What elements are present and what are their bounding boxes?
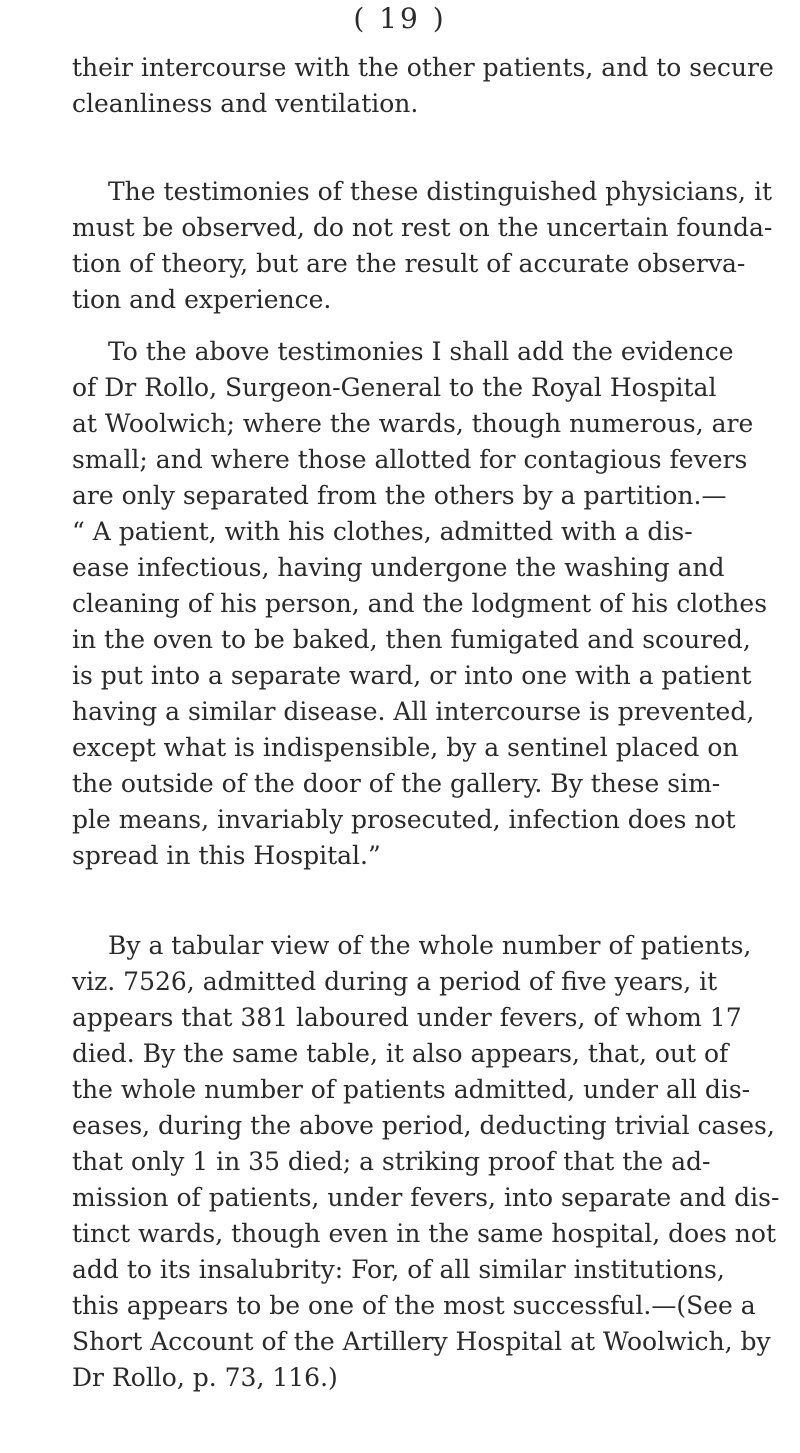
text-line: died. By the same table, it also appears, that, out of [72,1039,729,1068]
text-line: ease infectious, having undergone the washing and [72,553,725,582]
text-line: is put into a separate ward, or into one with a patient [72,661,752,690]
text-line: The testimonies of these distinguished physicians, it [108,177,772,206]
text-line: that only 1 in 35 died; a striking proof that the ad- [72,1147,711,1176]
text-line: this appears to be one of the most successful.—(See a [72,1291,756,1320]
text-line: of Dr Rollo, Surgeon-General to the Royal Hospital [72,373,717,402]
text-line: cleanliness and ventilation. [72,89,419,118]
paragraph-4 [72,928,780,1396]
text-line: “ A patient, with his clothes, admitted with a dis- [72,517,693,546]
text-line: ple means, invariably prosecuted, infection does not [72,805,736,834]
text-line: their intercourse with the other patients, and to secure [72,53,774,82]
paragraph-3 [72,334,780,874]
text-line: small; and where those allotted for contagious fevers [72,445,748,474]
text-line: cleaning of his person, and the lodgment of his clothes [72,589,768,618]
text-line: viz. 7526, admitted during a period of five years, it [72,967,718,996]
text-line: having a similar disease. All intercourse is prevented, [72,697,755,726]
text-line: add to its insalubrity: For, of all similar institutions, [72,1255,725,1284]
text-line: except what is indispensible, by a sentinel placed on [72,733,739,762]
page-number: ( 19 ) [353,2,447,35]
text-line: the whole number of patients admitted, under all dis- [72,1075,751,1104]
paragraph-2 [72,174,780,318]
text-line: are only separated from the others by a partition.— [72,481,727,510]
text-line: spread in this Hospital.” [72,841,381,870]
text-line: tinct wards, though even in the same hospital, does not [72,1219,776,1248]
text-line: at Woolwich; where the wards, though numerous, are [72,409,754,438]
text-line: mission of patients, under fevers, into separate and dis- [72,1183,780,1212]
text-line: eases, during the above period, deducting trivial cases, [72,1111,775,1140]
text-line: must be observed, do not rest on the uncertain founda- [72,213,773,242]
text-line: the outside of the door of the gallery. By these sim- [72,769,721,798]
text-line: Dr Rollo, p. 73, 116.) [72,1363,338,1392]
text-line: tion and experience. [72,285,332,314]
text-line: To the above testimonies I shall add the evidence [108,337,734,366]
paragraph-1 [72,50,780,122]
text-line: in the oven to be baked, then fumigated and scoured, [72,625,751,654]
text-line: appears that 381 laboured under fevers, of whom 17 [72,1003,742,1032]
text-line: Short Account of the Artillery Hospital at Woolwich, by [72,1327,771,1356]
text-line: tion of theory, but are the result of accurate observa- [72,249,746,278]
text-line: By a tabular view of the whole number of patients, [108,931,752,960]
